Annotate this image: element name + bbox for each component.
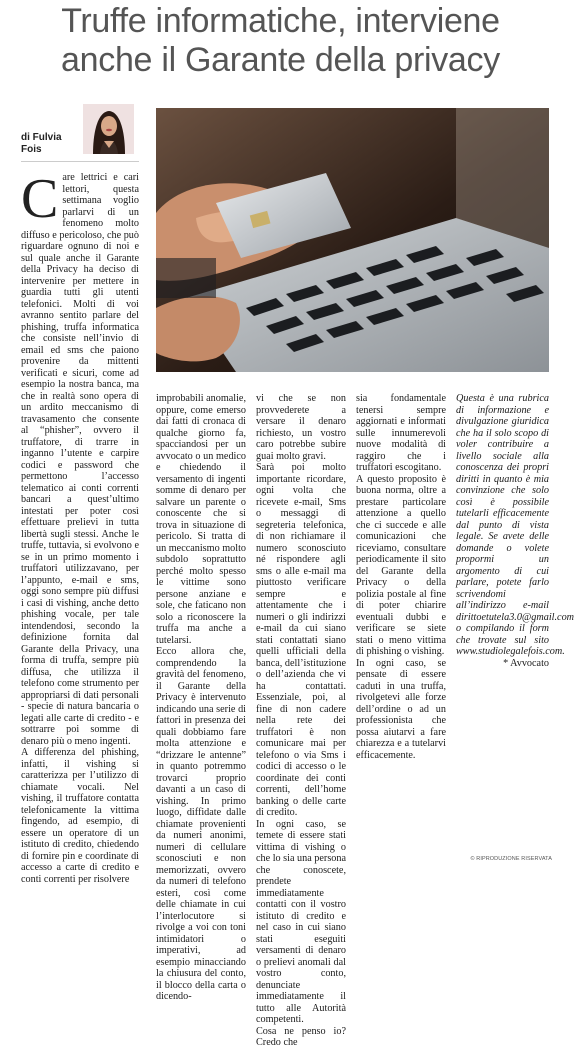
hero-photo-laptop-card <box>156 108 549 372</box>
column-2 <box>156 393 246 1003</box>
paragraph-victim: In ogni caso, se temete di essere stati vittima di vishing o che lo sia una persona che conoscete, prendete immediatamente contatti con il vostro istituto di credito e nel caso in cui siano stati eseguiti versamenti di denaro o prelievi anomali dal vostro conto, denunciate immediatamente il tutto alle Autorità competenti. <box>256 818 346 1025</box>
paragraph-threats: vi che se non provvederete a versare il denaro richiesto, un vostro caro potrebbe subire guai molto gravi. <box>256 393 346 462</box>
byline-separator <box>21 161 139 162</box>
byline <box>21 132 81 156</box>
column-4 <box>356 393 446 761</box>
column-1 <box>21 168 139 885</box>
column-3 <box>256 393 346 1049</box>
column-5 <box>456 393 574 669</box>
paragraph-vishing: A differenza del phishing, infatti, il vishing si caratterizza per l’utilizzo di chiamate vocali. Nel vishing, il truffatore contatta telefonicamente la vittima fingendo, ad esempio, di essere un operatore di un istituto di credito, chiedendo di fornire pin e coordinate di accesso a carte di credito e conti correnti per risolvere <box>21 747 139 885</box>
byline-line-1: di Fulvia <box>21 132 62 143</box>
dropcap: C <box>21 168 59 230</box>
paragraph-opinion: Cosa ne penso io? Credo che <box>256 1025 346 1048</box>
headline-line-2: anche il Garante della privacy <box>61 41 500 79</box>
copyright-notice: © RIPRODUZIONE RISERVATA <box>470 856 552 862</box>
headline-line-1: Truffe informatiche, interviene <box>61 2 500 40</box>
paragraph-remember: Sarà poi molto importante ricordare, ogni volta che ricevete e-mail, Sms o messaggi di segreteria telefonica, di non richiamare il numero sconosciuto né rispondere agli sms o alle e-mail ma piuttosto verificare sempre e attentamente che i numeri o gli indirizzi e-mail da cui siano stati contattati siano quelli ufficiali della banca, dell’istituzione o dell’azienda che vi ha contattati. Essenziale, poi, al fine di non cadere nella rete dei truffatori è non comunicare mai per telefono o via Sms i codici di accesso o le coordinate dei conti correnti, dell’home banking o delle carte di credito. <box>256 462 346 818</box>
paragraph-informed: sia fondamentale tenersi sempre aggiornati e informati sulle innumerevoli nuove modalità di raggiro che i truffatori escogitano. <box>356 393 446 473</box>
paragraph-garante: Ecco allora che, comprendendo la gravità del fenomeno, il Garante della Privacy è intervenuto indicando una serie di fattori in presenza dei quali dobbiamo fare molta attenzione e “drizzare le antenne” in quanto potremmo trovarci proprio davanti a un caso di vishing. In primo luogo, diffidate dalle chiamate provenienti da numeri anonimi, numeri di cellulare sconosciuti e non memorizzati, ovvero da numeri di telefono esteri, così come delle chiamate in cui l’interlocutore si rivolge a voi con toni intimidatori o imperativi, ad esempio minacciando la chiusura del conto, il blocco della carta o dicendo- <box>156 646 246 1002</box>
headline <box>8 2 553 80</box>
rubric-note: Questa è una rubrica di informazione e divulgazione giuridica che ha il solo scopo di voler contribuire a livello sociale alla conoscenza dei propri diritti in quanto è mia convinzione che solo così è possibile tutelarli efficacemente dal punto di vista legale. Se avete delle domande o volete propormi un argomento di cui parlare, potete farlo scrivendomi all’indirizzo e-mail dirittoetutela3.0@gmail.com o compilando il form che trovate sul sito www.studiolegalefois.com. <box>456 393 574 657</box>
author-photo <box>83 104 134 154</box>
paragraph-intro: are lettrici e cari lettori, questa settimana voglio parlarvi di un fenomeno molto diffuso e pericoloso, che può riguardare ognuno di noi e sul quale anche il Garante della Privacy ha deciso di intervenire per mettere in guardia tutti gli utenti telefonici. Molti di voi avranno sentito parlare del phishing, truffa informatica che consiste nell’invio di email ed sms che paiono provenire da mittenti verificati e sicuri, come ad esempio la nostra banca, ma che in realtà sono opera di un ardito meccanismo di travasamento che consente al “phisher”, ovvero il truffatore, di trarre in inganno l’utente e carpire codici e password che permettono l’accesso telematico ai conti correnti bancari a quest’ultimo intestati per poter così effettuare prelievi in tutta libertà sugli stessi. Anche le truffe, tuttavia, si evolvono e se in un primo momento i truffatori utilizzavano, per l’appunto, e-mail e sms, oggi sono sempre più diffusi i casi di vishing, anche detto phishing vocale, per tale intendendosi, secondo la definizione fornita dal Garante della Privacy, una forma di truffa, sempre più diffusa, che utilizza il telefono come strumento per appropriarsi di dati personali - specie di natura bancaria o legati alle carte di credito - e sottrarre poi somme di denaro più o meno ingenti. <box>21 172 139 747</box>
byline-line-2: Fois <box>21 144 42 155</box>
paragraph-anomalies: improbabili anomalie, oppure, come emerso dai fatti di cronaca di qualche giorno fa, spacciandosi per un avvocato o un medico e chiedendo il versamento di ingenti somme di denaro per salvare un parente o conoscente che si trova in situazione di pericolo. Si tratta di un meccanismo molto subdolo soprattutto perché molto spesso le vittime sono persone anziane e sole, che faticano non solo a riconoscere la truffa ma anche a tutelarsi. <box>156 393 246 646</box>
paragraph-contact-authorities: In ogni caso, se pensate di essere caduti in una truffa, rivolgetevi alle forze dell’ordine o ad un professionista che possa aiutarvi a fare chiarezza e a tutelarvi efficacemente. <box>356 657 446 761</box>
paragraph-good-practice: A questo proposito è buona norma, oltre a prestare particolare attenzione a quello che ci succede e alle comunicazioni che riceviamo, consultare periodicamente il sito del Garante della Privacy o della polizia postale al fine di poter chiarire eventuali dubbi e verificare se siete stati o meno vittima di phishing o vishing. <box>356 473 446 657</box>
signature: * Avvocato <box>503 657 549 669</box>
